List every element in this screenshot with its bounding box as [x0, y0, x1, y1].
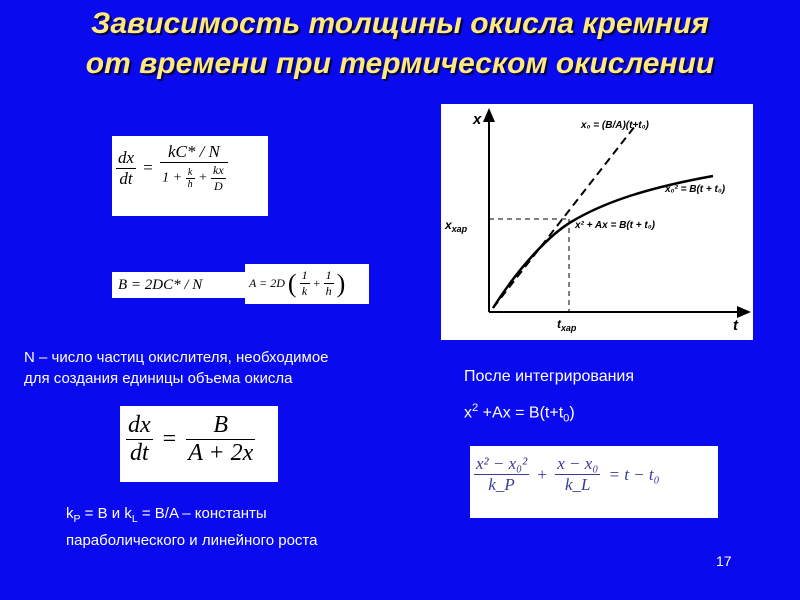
growth-graph-svg [441, 104, 753, 340]
formula2-lhs-den: dt [129, 440, 149, 466]
formula1-den-one: 1 + [162, 170, 183, 186]
formula-a-paren-open: ( [287, 268, 297, 298]
formula3-plus: + [537, 464, 548, 484]
x-axis-label: t [733, 317, 738, 334]
oxidant-line-2: для создания единицы объема окисла [24, 370, 293, 387]
formula1-den-k: k [186, 167, 195, 179]
formula1-den-h: h [187, 179, 193, 190]
formula-a [245, 264, 369, 304]
kl-sub: L [131, 513, 138, 525]
formula-a-paren-close: ) [336, 268, 346, 298]
title-line-2: от времени при термическом окислении [85, 47, 715, 80]
y-axis-label: x [473, 111, 482, 128]
formula-a-plus: + [312, 276, 321, 290]
oxide-growth-curve [493, 176, 713, 308]
constants-line-1 [66, 503, 466, 530]
formula-a-k-num: 1 [301, 268, 308, 282]
kp-symbol: k [66, 505, 74, 522]
formula-b-text: B = 2DC* / N [118, 277, 203, 293]
formula3-frac-p [474, 454, 529, 495]
integration-end: ) [569, 404, 575, 422]
formula1-rhs-num: kC* / N [160, 142, 228, 163]
formula-integrated [470, 446, 718, 518]
constants-rest: = B/A – константы [137, 505, 267, 522]
formula2-rhs [186, 412, 255, 467]
formula2-rhs-num: B [186, 412, 255, 440]
linear-law-label: x₀ = (B/A)(t+t₀) [581, 120, 649, 131]
t-char-label: $t_{хар}$ [557, 317, 577, 333]
formula2-eq: = [162, 426, 177, 452]
formula-a-frac-k [300, 268, 310, 299]
general-law-label: x² + Ax = B(t + t₀) [575, 220, 655, 231]
formula2-rhs-den: A + 2x [188, 440, 254, 466]
formula-a-frac-h [324, 268, 334, 299]
formula3-den1: k_P [488, 475, 515, 494]
formula1-den-kx: kx [213, 163, 224, 177]
formula1-den-d: D [214, 179, 223, 193]
slide-number: 17 [716, 553, 732, 569]
integration-equation [464, 402, 575, 425]
formula-growth-rate [112, 136, 268, 216]
x-char-label: $x_{хар}$ [445, 218, 468, 234]
formula-a-k-den: k [301, 284, 308, 298]
formula1-den-plus: + [198, 170, 208, 186]
parabolic-law-label: x₀² = B(t + t₀) [665, 184, 726, 195]
integration-sub: 0 [563, 412, 570, 425]
formula1-den-kh [186, 167, 195, 190]
integration-sup: 2 [472, 402, 479, 414]
formula1-rhs-den [160, 163, 228, 194]
formula2-lhs-num: dx [128, 412, 151, 438]
formula-a-h-num: 1 [325, 268, 332, 282]
formula3-num2: x − x₀ [557, 454, 599, 473]
formula1-rhs [160, 142, 228, 194]
constants-description [66, 503, 466, 551]
formula1-lhs-den: dt [119, 168, 133, 188]
kp-sub: P [73, 513, 81, 525]
integration-heading: После интегрирования [464, 368, 635, 385]
formula1-den-kxd [211, 163, 226, 194]
integration-x: x [464, 404, 472, 422]
constants-line-2: параболического и линейного роста [66, 532, 318, 549]
formula2-lhs [126, 412, 153, 467]
formula3-den2: k_L [565, 475, 591, 494]
constants-mid: = B и k [80, 505, 132, 522]
formula-a-lhs: A = 2D [249, 276, 285, 290]
formula-rate-b [120, 406, 278, 482]
formula1-lhs [116, 148, 136, 189]
oxide-growth-graph [441, 104, 753, 340]
slide-title [0, 4, 800, 84]
formula3-rhs: = t − t₀ [608, 464, 660, 484]
oxidant-line-1: N – число частиц окислителя, необходимое [24, 349, 329, 366]
formula3-frac-l [555, 454, 600, 495]
formula3-num1: x² − x₀² [476, 454, 528, 473]
formula-a-h-den: h [325, 284, 332, 298]
linear-asymptote-line [493, 126, 635, 308]
oxidant-description [24, 347, 424, 389]
formula1-lhs-num: dx [118, 147, 135, 167]
formula1-eq: = [143, 158, 153, 177]
title-line-1: Зависимость толщины окисла кремния [91, 7, 709, 40]
integration-mid: +Ax = B(t+t [478, 404, 564, 422]
